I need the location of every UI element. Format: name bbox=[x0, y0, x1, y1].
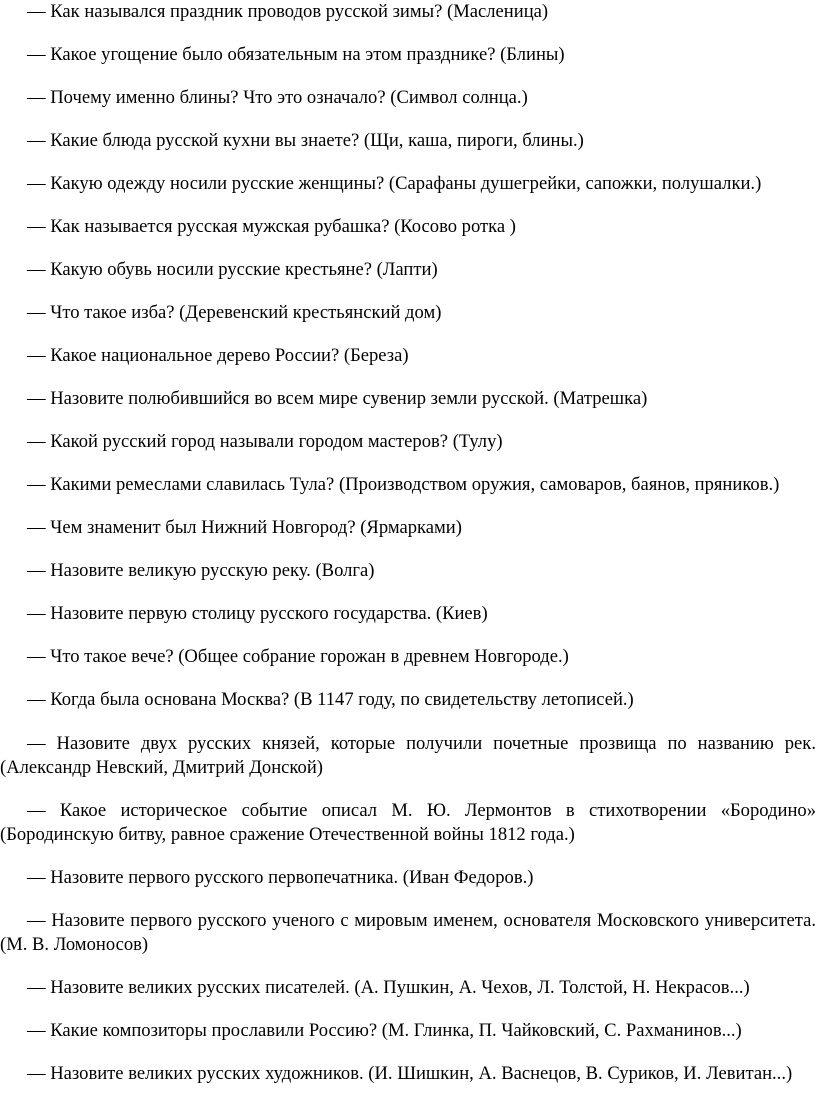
question-16: — Что такое вече? (Общее собрание горожан в древнем Новгороде.) bbox=[27, 646, 569, 667]
question-13: — Чем знаменит был Нижний Новгород? (Ярмарками) bbox=[27, 517, 462, 538]
question-17: — Когда была основана Москва? (В 1147 году, по свидетельству летописей.) bbox=[27, 689, 634, 710]
question-2: — Какое угощение было обязательным на этом празднике? (Блины) bbox=[27, 44, 565, 65]
question-9: — Какое национальное дерево России? (Береза) bbox=[27, 345, 409, 366]
question-8: — Что такое изба? (Деревенский крестьянский дом) bbox=[27, 302, 442, 323]
question-10: — Назовите полюбившийся во всем мире сувенир земли русской. (Матрешка) bbox=[27, 388, 648, 409]
question-23: — Какие композиторы прославили Россию? (М. Глинка, П. Чайковский, С. Рахманинов...) bbox=[27, 1020, 742, 1041]
question-5: — Какую одежду носили русские женщины? (Сарафаны душегрейки, сапожки, полушалки.) bbox=[27, 173, 762, 194]
question-15: — Назовите первую столицу русского государства. (Киев) bbox=[27, 603, 488, 624]
question-14: — Назовите великую русскую реку. (Волга) bbox=[27, 560, 375, 581]
question-19: — Какое историческое событие описал М. Ю. Лермонтов в стихотворении «Бородино» (Бородинскую битву, равное сражение Отечественной войны 1812 года.) bbox=[0, 800, 816, 845]
question-21: — Назовите первого русского ученого с мировым именем, основателя Московского университета. (М. В. Ломоносов) bbox=[0, 910, 816, 955]
question-22: — Назовите великих русских писателей. (А. Пушкин, А. Чехов, Л. Толстой, Н. Некрасов...) bbox=[27, 977, 750, 998]
question-20: — Назовите первого русского первопечатника. (Иван Федоров.) bbox=[27, 867, 534, 888]
question-6: — Как называется русская мужская рубашка? (Косово ротка ) bbox=[27, 216, 517, 237]
question-11: — Какой русский город называли городом мастеров? (Тулу) bbox=[27, 431, 503, 452]
question-7: — Какую обувь носили русские крестьяне? (Лапти) bbox=[27, 259, 438, 280]
question-12: — Какими ремеслами славилась Тула? (Производством оружия, самоваров, баянов, пряников.) bbox=[27, 474, 780, 495]
question-1: — Как назывался праздник проводов русской зимы? (Масленица) bbox=[27, 1, 549, 22]
question-18: — Назовите двух русских князей, которые получили почетные прозвища по названию рек. (Александр Невский, Дмитрий Донской) bbox=[0, 733, 816, 778]
question-24: — Назовите великих русских художников. (И. Шишкин, А. Васнецов, В. Суриков, И. Левитан...) bbox=[27, 1063, 793, 1084]
question-4: — Какие блюда русской кухни вы знаете? (Щи, каша, пироги, блины.) bbox=[27, 130, 584, 151]
question-3: — Почему именно блины? Что это означало? (Символ солнца.) bbox=[27, 87, 528, 108]
